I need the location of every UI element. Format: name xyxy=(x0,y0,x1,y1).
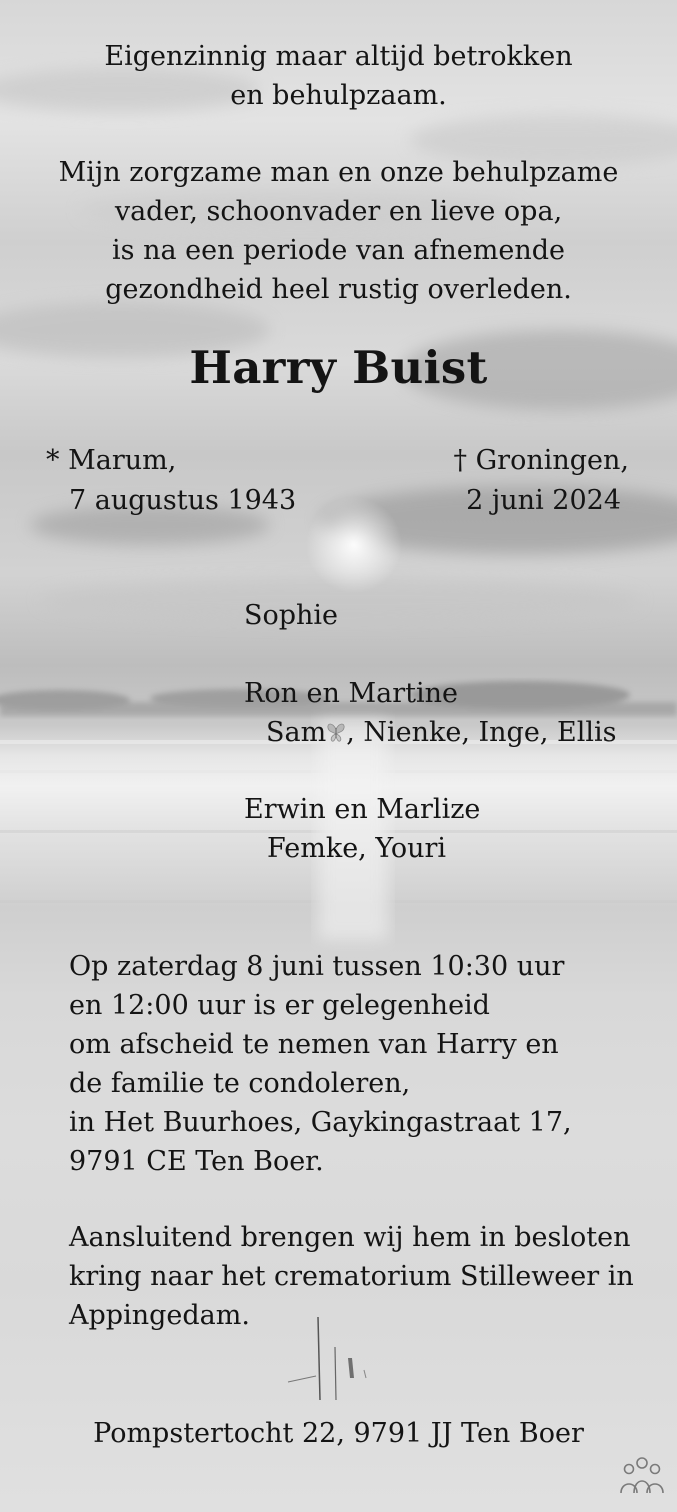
people-group-logo xyxy=(618,1455,666,1499)
intro-text xyxy=(0,37,677,115)
message-line: gezondheid heel rustig overleden. xyxy=(105,274,572,305)
farewell-line: de familie te condoleren, xyxy=(69,1068,411,1099)
address: Pompstertocht 22, 9791 JJ Ten Boer xyxy=(93,1418,584,1449)
farewell-line: in Het Buurhoes, Gaykingastraat 17, xyxy=(69,1107,572,1138)
cremation-line: Aansluitend brengen wij hem in besloten xyxy=(69,1222,631,1253)
farewell-line: Op zaterdag 8 juni tussen 10:30 uur xyxy=(69,951,565,982)
death-date: 2 juni 2024 xyxy=(466,485,621,516)
message-line: vader, schoonvader en lieve opa, xyxy=(114,196,563,227)
family-parents: Ron en Martine xyxy=(244,678,459,709)
family-children xyxy=(266,713,616,752)
children-names: , Nienke, Inge, Ellis xyxy=(346,717,617,748)
birth-place: * Marum, xyxy=(46,445,177,476)
cremation-line: Appingedam. xyxy=(69,1300,250,1331)
message-line: Mijn zorgzame man en onze behulpzame xyxy=(58,157,619,188)
deceased-name: Harry Buist xyxy=(189,341,488,394)
reed-stalks-decoration xyxy=(280,1312,380,1402)
farewell-line: 9791 CE Ten Boer. xyxy=(69,1146,324,1177)
intro-line: Eigenzinnig maar altijd betrokken xyxy=(104,41,573,72)
child-name: Sam xyxy=(266,717,327,748)
farewell-text xyxy=(69,947,669,1181)
message-text xyxy=(0,153,677,309)
spouse-name: Sophie xyxy=(244,600,339,631)
family-parents: Erwin en Marlize xyxy=(244,794,481,825)
farewell-line: en 12:00 uur is er gelegenheid xyxy=(69,990,490,1021)
cremation-line: kring naar het crematorium Stilleweer in xyxy=(69,1261,634,1292)
death-place: † Groningen, xyxy=(453,445,629,476)
farewell-line: om afscheid te nemen van Harry en xyxy=(69,1029,559,1060)
family-children: Femke, Youri xyxy=(267,833,447,864)
birth-date: 7 augustus 1943 xyxy=(69,485,297,516)
message-line: is na een periode van afnemende xyxy=(112,235,565,266)
butterfly-icon xyxy=(326,715,346,737)
intro-line: en behulpzaam. xyxy=(230,80,447,111)
